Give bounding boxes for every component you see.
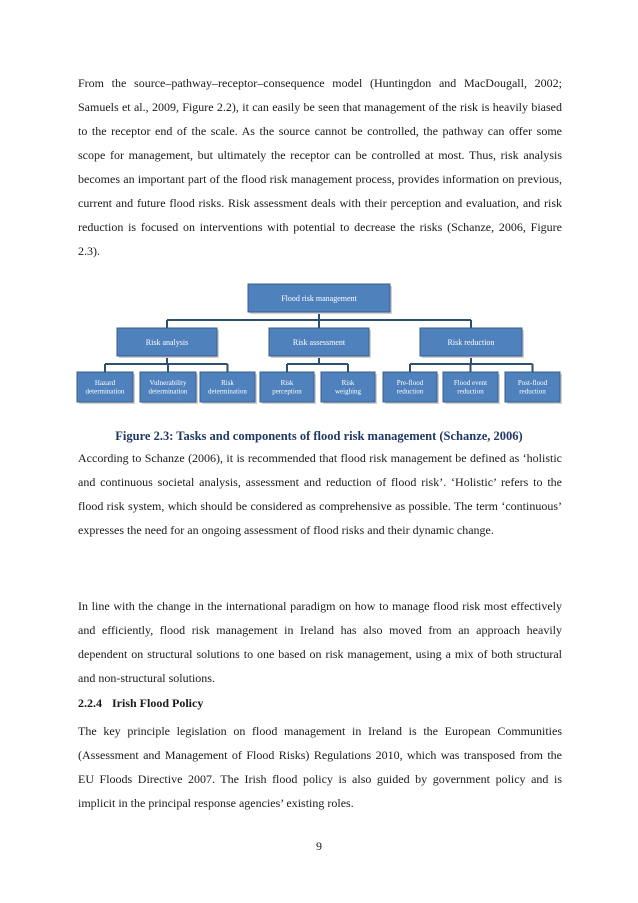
svg-text:reduction: reduction: [457, 387, 484, 396]
child-box-0-2: [200, 372, 257, 404]
figure-caption: Figure 2.3: Tasks and components of flood risk management (Schanze, 2006): [115, 429, 523, 443]
child-box-0-1: [140, 372, 198, 404]
svg-text:Hazard: Hazard: [94, 379, 116, 388]
root-box: [248, 284, 392, 314]
child-box-2-0: [383, 372, 439, 404]
svg-text:Risk analysis: Risk analysis: [145, 337, 189, 347]
svg-text:perception: perception: [272, 387, 302, 396]
svg-text:weighing: weighing: [334, 387, 362, 396]
svg-text:reduction: reduction: [519, 387, 546, 396]
svg-text:Risk: Risk: [221, 379, 234, 388]
svg-text:Risk: Risk: [280, 379, 294, 388]
group-box-2: [420, 328, 524, 358]
child-box-1-1: [321, 372, 377, 404]
svg-text:Flood risk management: Flood risk management: [281, 293, 357, 303]
section-title: Irish Flood Policy: [112, 696, 204, 710]
svg-text:determination: determination: [208, 387, 247, 396]
group-box-1: [269, 328, 371, 358]
svg-text:Vulnerability: Vulnerability: [149, 379, 187, 388]
svg-text:reduction: reduction: [396, 387, 424, 396]
child-box-2-2: [505, 372, 562, 404]
paragraph-international-paradigm: In line with the change in the international paradigm on how to manage flood risk most effectively and efficiently, flood risk management in Ireland has also moved from an approach heavily dependent on structural solutions to one based on risk management, using a mix of both structural and non-structural solutions.: [78, 599, 562, 685]
svg-text:Post-flood: Post-flood: [517, 379, 548, 388]
section-number: 2.2.4: [78, 696, 102, 710]
svg-text:Pre-flood: Pre-flood: [396, 379, 424, 388]
page-number: 9: [316, 839, 322, 853]
svg-text:Risk assessment: Risk assessment: [292, 337, 346, 347]
svg-text:Flood event: Flood event: [453, 379, 488, 388]
diagram-boxes: [77, 284, 562, 404]
svg-text:Risk reduction: Risk reduction: [447, 337, 495, 347]
group-box-0: [117, 328, 219, 358]
child-box-1-0: [260, 372, 316, 404]
child-box-2-1: [443, 372, 500, 404]
paragraph-source-pathway: From the source–pathway–receptor–consequence model (Huntingdon and MacDougall, 2002; Samuels et al., 2009, Figure 2.2), it can easily be seen that management of the risk is heavily biased to the receptor end of the scale. As the source cannot be controlled, the pathway can offer some scope for management, but ultimately the receptor can be controlled at most. Thus, risk analysis becomes an important part of the flood risk management process, provides information on previous, current and future flood risks. Risk assessment deals with their perception and evaluation, and risk reduction is focused on interventions with potential to decrease the risks (Schanze, 2006, Figure 2.3).: [78, 76, 562, 258]
section-heading: [78, 691, 203, 715]
svg-text:determination: determination: [148, 387, 188, 396]
svg-text:determination: determination: [85, 387, 125, 396]
svg-text:Risk: Risk: [341, 379, 355, 388]
paragraph-schanze-definition: According to Schanze (2006), it is recommended that flood risk management be defined as ‘holistic and continuous societal analysis, assessment and reduction of flood risk’. ‘Holistic’ refers to the flood risk system, which should be considered as comprehensive as possible. The term ‘continuous’ expresses the need for an ongoing assessment of flood risks and their dynamic change.: [78, 451, 562, 537]
child-box-0-0: [77, 372, 135, 404]
paragraph-key-legislation: The key principle legislation on flood management in Ireland is the European Communities (Assessment and Management of Flood Risks) Regulations 2010, which was transposed from the EU Floods Directive 2007. The Irish flood policy is also guided by government policy and is implicit in the principal response agencies’ existing roles.: [78, 724, 562, 810]
